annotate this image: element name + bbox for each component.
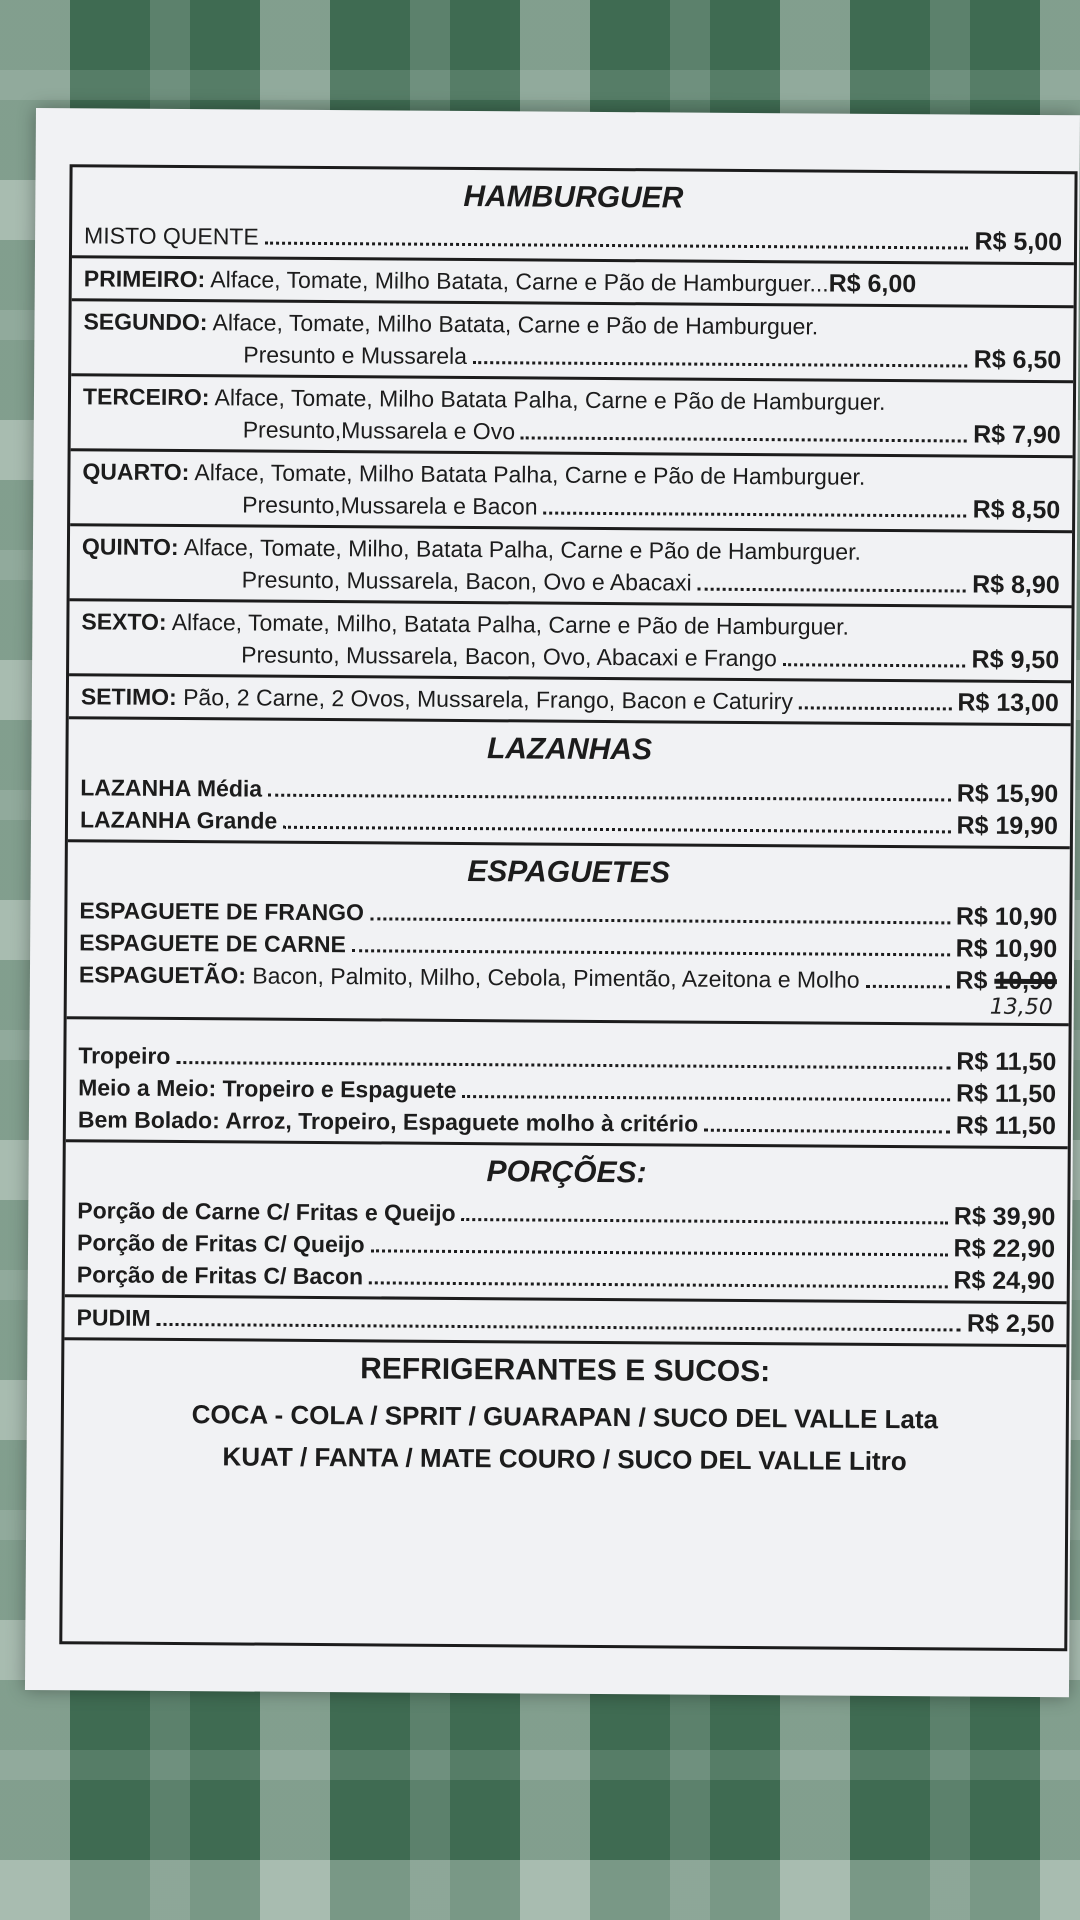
item-desc-2: Presunto e Mussarela xyxy=(243,341,468,370)
menu-item-porcao-fritas-bacon xyxy=(77,1258,1055,1297)
section-title-espaguetes: ESPAGUETES xyxy=(467,855,671,890)
section-porcoes xyxy=(65,1142,1068,1304)
menu-item-segundo xyxy=(71,301,1073,383)
menu-item-primeiro xyxy=(72,258,1074,308)
menu-frame xyxy=(59,164,1077,1651)
item-desc: Alface, Tomate, Milho Batata, Carne e Pão de Hamburguer... xyxy=(205,266,829,297)
item-price: R$ 5,00 xyxy=(974,227,1063,257)
item-price: R$ 11,50 xyxy=(955,1079,1057,1109)
menu-item-pudim xyxy=(76,1301,1054,1340)
item-price: R$ 13,00 xyxy=(957,688,1059,718)
item-desc-2: Presunto,Mussarela e Bacon xyxy=(242,491,538,520)
menu-item-quinto xyxy=(70,526,1072,608)
dot-leader xyxy=(265,242,969,250)
item-name: QUINTO: xyxy=(81,533,179,561)
item-label: PUDIM xyxy=(76,1304,151,1331)
dot-leader xyxy=(698,588,966,593)
section-title-lazanhas: LAZANHAS xyxy=(486,732,653,767)
dot-leader xyxy=(352,949,950,956)
item-desc: Pão, 2 Carne, 2 Ovos, Mussarela, Frango, Bacon e Caturiry xyxy=(176,683,793,715)
section-title-porcoes: PORÇÕES: xyxy=(486,1155,647,1190)
item-desc-2: Presunto, Mussarela, Bacon, Ovo e Abacaxi xyxy=(241,566,692,596)
item-name: TERCEIRO: xyxy=(82,383,210,411)
dot-leader xyxy=(369,1281,947,1288)
menu-item-setimo xyxy=(69,676,1071,726)
drinks-row-1: COCA - COLA / SPRIT / GUARAPAN / SUCO DEL VALLE Lata xyxy=(191,1399,939,1435)
item-price: R$ 11,50 xyxy=(955,1111,1057,1141)
item-price: R$ 11,50 xyxy=(956,1047,1057,1077)
item-price: R$ 8,50 xyxy=(972,495,1061,525)
dot-leader xyxy=(521,436,967,442)
item-label: ESPAGUETE DE CARNE xyxy=(79,929,346,958)
section-title-hamburguer: HAMBURGUER xyxy=(463,179,684,215)
item-price: R$ 39,90 xyxy=(953,1202,1056,1232)
item-price: R$ 15,90 xyxy=(956,779,1059,809)
section-tropeiro xyxy=(66,1019,1069,1149)
item-label: Porção de Fritas C/ Bacon xyxy=(76,1261,364,1290)
struck-old-price: 10,90 xyxy=(994,966,1058,996)
dot-leader xyxy=(544,512,967,518)
item-desc-2: Presunto, Mussarela, Bacon, Ovo, Abacaxi e Frango xyxy=(241,641,777,672)
item-price: R$ 22,90 xyxy=(953,1234,1056,1264)
dot-leader xyxy=(462,1095,950,1101)
menu-item-quarto xyxy=(70,451,1072,533)
menu-item-bem-bolado xyxy=(78,1103,1056,1142)
menu-item-misto-quente xyxy=(84,219,1062,258)
dot-leader xyxy=(157,1323,961,1332)
item-price: R$ 9,50 xyxy=(971,645,1060,675)
item-label: Meio a Meio: Tropeiro e Espaguete xyxy=(78,1074,457,1103)
menu-paper xyxy=(25,108,1080,1697)
item-desc: Bacon, Palmito, Milho, Cebola, Pimentão, Azeitona e Molho xyxy=(245,962,860,993)
item-label: ESPAGUETE DE FRANGO xyxy=(79,897,365,926)
item-label: LAZANHA Média xyxy=(80,774,263,802)
item-name: QUARTO: xyxy=(82,458,190,486)
section-pudim xyxy=(64,1297,1066,1347)
item-name: SETIMO: xyxy=(80,683,177,710)
item-name: PRIMEIRO: xyxy=(83,265,206,293)
item-price: R$ 7,90 xyxy=(973,420,1061,450)
dot-leader xyxy=(799,706,952,710)
item-price: R$ 2,50 xyxy=(966,1309,1055,1339)
dot-leader xyxy=(783,663,966,667)
dot-leader xyxy=(370,917,950,924)
item-label: LAZANHA Grande xyxy=(79,806,278,834)
dot-leader xyxy=(866,985,950,989)
item-desc: Alface, Tomate, Milho, Batata Palha, Carne e Pão de Hamburguer. xyxy=(166,608,850,640)
item-price: R$ 10,90 xyxy=(955,902,1058,932)
item-label: Porção de Carne C/ Fritas e Queijo xyxy=(77,1197,456,1226)
item-label: MISTO QUENTE xyxy=(84,222,259,250)
item-price: R$ 24,90 xyxy=(953,1266,1055,1296)
item-desc-2: Presunto,Mussarela e Ovo xyxy=(242,416,516,445)
menu-item-espaguetao xyxy=(79,958,1057,997)
item-desc: Alface, Tomate, Milho, Batata Palha, Carne e Pão de Hamburguer. xyxy=(178,534,862,565)
price-prefix: R$ xyxy=(955,966,995,995)
item-desc: Alface, Tomate, Milho Batata Palha, Carne e Pão de Hamburguer. xyxy=(209,384,886,415)
menu-item-lazanha-grande xyxy=(80,803,1058,842)
dot-leader xyxy=(371,1249,948,1256)
dot-leader xyxy=(176,1061,950,1069)
item-name: SEXTO: xyxy=(81,608,167,635)
item-name: ESPAGUETÃO: xyxy=(78,961,247,989)
item-label: Porção de Fritas C/ Queijo xyxy=(76,1229,365,1258)
section-title-bebidas: REFRIGERANTES E SUCOS: xyxy=(360,1352,771,1389)
menu-item-terceiro xyxy=(71,376,1073,458)
item-label: Tropeiro xyxy=(78,1042,171,1069)
menu-item-sexto xyxy=(69,601,1071,683)
handwritten-new-price: 13,50 xyxy=(989,994,1053,1021)
item-name: SEGUNDO: xyxy=(83,308,208,336)
section-espaguetes xyxy=(67,842,1070,1026)
dot-leader xyxy=(462,1218,948,1224)
section-hamburguer xyxy=(72,167,1075,265)
dot-leader xyxy=(268,794,951,802)
item-label: Bem Bolado: Arroz, Tropeiro, Espaguete molho à critério xyxy=(77,1106,699,1137)
item-desc: Alface, Tomate, Milho Batata, Carne e Pão de Hamburguer. xyxy=(207,309,819,340)
item-price: R$ 6,00 xyxy=(828,269,917,299)
item-desc: Alface, Tomate, Milho Batata Palha, Carne e Pão de Hamburguer. xyxy=(189,459,866,490)
item-price: R$ 10,90 xyxy=(955,934,1058,964)
section-bebidas xyxy=(63,1340,1066,1487)
dot-leader xyxy=(704,1129,950,1134)
item-price: R$ 6,50 xyxy=(973,345,1062,375)
section-lazanhas xyxy=(68,719,1071,849)
drinks-row-2: KUAT / FANTA / MATE COURO / SUCO DEL VALLE Litro xyxy=(222,1441,907,1477)
item-price: R$ 19,90 xyxy=(956,811,1059,841)
item-price: R$ 8,90 xyxy=(972,570,1060,600)
dot-leader xyxy=(473,361,968,367)
dot-leader xyxy=(283,826,950,834)
